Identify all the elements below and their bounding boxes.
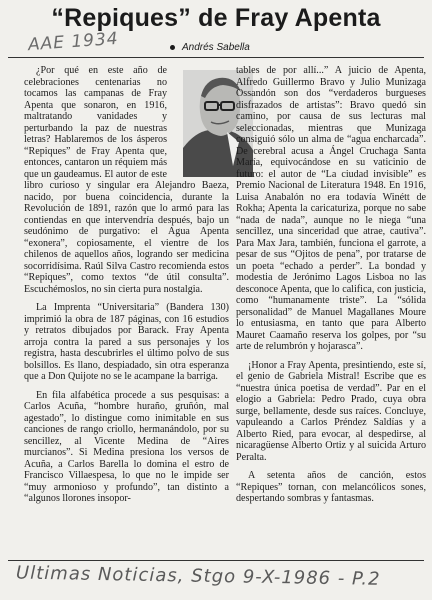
article-paragraph: ¡Honor a Fray Apenta, presintiendo, este sí, el genio de Gabriela Mistral! Escribe que es “nuestra única poetisa de verdad”. Par en el elogio a Gabriela: Pedro Prado, cuya obra surge, bellamente, desde sus raíces. Concluye, vapuleando a Carlos Préndez Saldías y a Alberto Ried, para evocar, al despedirse, al nicaragüense Alberto Ortiz y al suicida Arturo Peralta. xyxy=(236,359,426,463)
article-paragraph: ¿Por qué en este año de celebraciones centenarias no tocamos las campanas de Fray Apenta que sonaron, en 1916, maltratando vanidades y perturbando la paz de nuestras letras? Hablaremos de los ásperos “Repiques” de Fray Apenta que, entonces, cantaron un réquiem más que un gaudeamus. El autor de este libro curioso y singular era Alejandro Baeza, nacido, por buena coincidencia, durante la Revolución de 1891, razón que lo armó para las contiendas en que intervendría después, bajo un seudónimo de purgativo: el Agua Apenta “exonera”, copiosamente, el vientre de los chilenos de aquellos años, logrando ser medicina socorridísima. Raúl Silva Castro recomienda estos “Repiques”, como textos “de útil consulta”. Escuchémoslos, no sin cierta pura nostalgia. xyxy=(24,65,229,295)
article-paragraph: En fila alfabética procede a sus pesquisas: a Carlos Acuña, “hombre huraño, gruñón, mal agestado”, lo distingue como inimitable en sus canciones de rango criollo, hermanándolo, por su sencillez, al Vicente Medina de “Aires murcianos”. Si Medina presiona los versos de Acuña, a Carlos Barella lo domina el estro de Francisco Villaespesa, lo que no le impide ser “muy armonioso y profundo”, tan distinto a “algunos llorones insopor- xyxy=(24,389,229,504)
article-paragraph: La Imprenta “Universitaria” (Bandera 130) imprimió la obra de 187 páginas, con 16 estudios y retratos dibujados por Barack. Fray Apenta arroja contra la pared a sus personajes y los registra, hasta descubrirles el último polvo de sus bolsillos. Es llano, despiadado, sin otra esperanza que a Don Quijote no se le acampane la barriga. xyxy=(24,302,229,382)
handwritten-date-note: AAE 1934 xyxy=(27,28,120,56)
handwritten-source-note: Ultimas Noticias, Stgo 9-X-1986 - P.2 xyxy=(15,562,381,590)
bullet-icon xyxy=(170,45,175,50)
article-headline: “Repiques” de Fray Apenta xyxy=(51,4,381,32)
article-column-left xyxy=(24,65,229,525)
article-paragraph: A setenta años de canción, estos “Repiques” tornan, con melancólicos sones, despertando sombras y fantasmas. xyxy=(236,470,426,504)
author-name: Andrés Sabella xyxy=(182,42,250,53)
article-column-right xyxy=(236,65,426,555)
byline xyxy=(170,42,250,53)
portrait-spacer xyxy=(171,63,245,178)
article-paragraph: tables de por allí...” A juicio de Apenta, Alfredo Guillermo Bravo y Julio Munizaga Ossandón son dos “verdaderos burgueses disfrazados de artistas”: Bravo quedó sin camino, por causa de sus lecturas mal seleccionadas, mientras que Munizaga consiguió sólo un alma de “agua encharcada”. De cerebral acusa a Ángel Cruchaga Santa María, equivocándose en su vaticinio de futuro: el autor de “La ciudad invisible” es Premio Nacional de Literatura 1948. En 1916, Luisa Anabalón no era todavía Winétt de Rokha; Apenta la caricaturiza, porque no sabe “nada de nada”, aunque no le niega “una sencillez, una sinceridad que atrae, cautiva”. Para Max Jara, también, funciona el garrote, a pesar de sus “Ojitos de pena”, por tratarse de un poeta “echado a perder”. La bondad y modestia de Jerónimo Lagos Lisboa no las desconoce Apenta, que lo califica, con justicia, como “humanamente triste”. La “sólida personalidad” de Manuel Magallanes Moure lo entusiasma, en tanto que para Alberto Mauret Caamaño reserva los golpes, por “su arte de relumbrón y hojarasca”. xyxy=(236,65,426,352)
bottom-rule xyxy=(8,560,424,561)
top-rule xyxy=(8,57,424,58)
